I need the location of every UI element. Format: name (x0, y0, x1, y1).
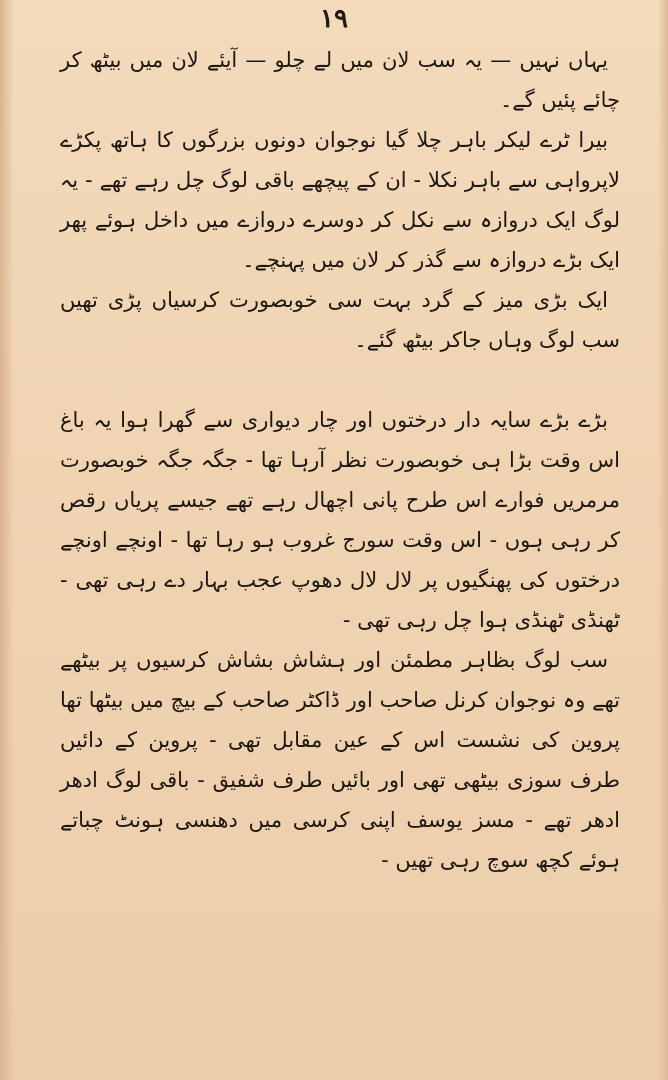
paragraph-dialogue: یہاں نہیں — یہ سب لان میں لے چلو — آیئے لان میں بیٹھ کر چائے پئیں گے۔ (60, 48, 620, 112)
handwritten-text-block (60, 40, 620, 880)
paragraph-going-to-lawn: بیرا ٹرے لیکر باہر چلا گیا نوجوان دونوں بزرگوں کا ہاتھ پکڑے لاپرواہی سے باہر نکلا - ان کے پیچھے باقی لوگ چل رہے تھے - یہ لوگ ایک دروازہ سے نکل کر دوسرے دروازے میں داخل ہوئے پھر ایک بڑے دروازہ سے گذر کر لان میں پہنچے۔ (60, 128, 620, 272)
paragraph-seating-arrangement: سب لوگ بظاہر مطمئن اور ہشاش بشاش کرسیوں پر بیٹھے تھے وہ نوجوان کرنل صاحب اور ڈاکٹر صاحب کے بیچ میں بیٹھا تھا پروین کی نشست اس کے عین مقابل تھی - پروین کے دائیں طرف سوزی بیٹھی تھی اور بائیں طرف شفیق - باقی لوگ ادھر ادھر تھے - مسز یوسف اپنی کرسی میں دھنسی ہونٹ چباتے ہوئے کچھ سوچ رہی تھیں - (60, 648, 620, 872)
page-edge-shadow-left (0, 0, 14, 1080)
page-number: ۱۹ (320, 4, 348, 34)
paragraph-sitting-at-table: ایک بڑی میز کے گرد بہت سی خوبصورت کرسیاں پڑی تھیں سب لوگ وہاں جاکر بیٹھ گئے۔ (60, 288, 620, 352)
paragraph-garden-description: بڑے بڑے سایہ دار درختوں اور چار دیواری سے گھرا ہوا یہ باغ اس وقت بڑا ہی خوبصورت نظر آرہا تھا - جگہ جگہ خوبصورت مرمریں فوارے اس طرح پانی اچھال رہے تھے جیسے پریاں رقص کر رہی ہوں - اس وقت سورج غروب ہو رہا تھا - اونچے اونچے درختوں کی پھنگیوں پر لال لال دھوپ عجب بہار دے رہی تھی - ٹھنڈی ٹھنڈی ہوا چل رہی تھی - (60, 408, 620, 632)
page-edge-shadow-right (658, 0, 668, 1080)
